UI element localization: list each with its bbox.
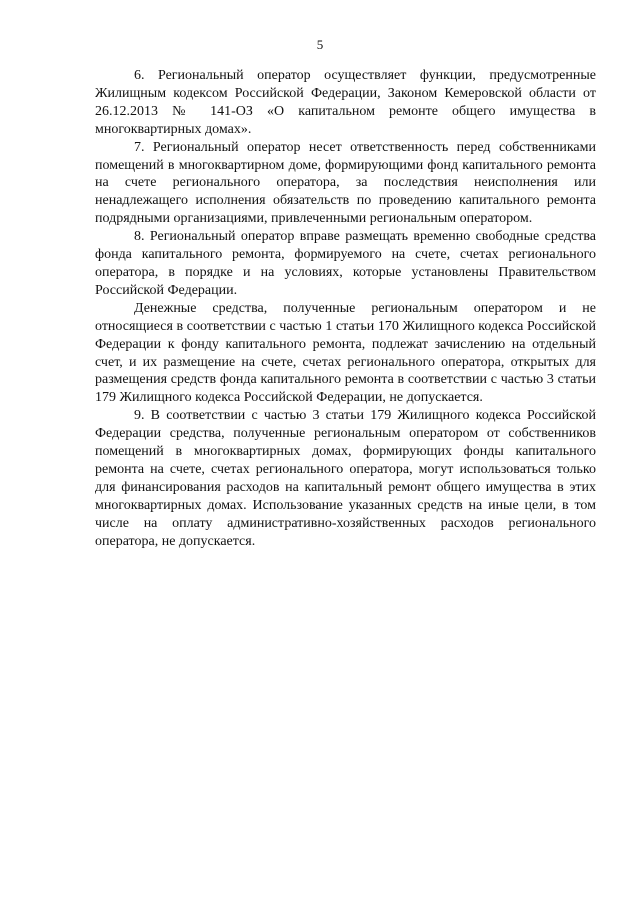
paragraph-9: 9. В соответствии с частью 3 статьи 179 Жилищного кодекса Российской Федерации средства, полученные региональным оператором от собственников помещений в многоквартирных домах, формирующих фонды капитального ремонта на счете, счетах регионального оператора, могут использоваться только для финансирования расходов на капитальный ремонт общего имущества в этих многоквартирных домах. Использование указанных средств на иные цели, в том числе на оплату административно-хозяйственных расходов регионального оператора, не допускается.: [95, 408, 596, 549]
paragraph-7: 7. Региональный оператор несет ответственность перед собственниками помещений в многоквартирном доме, формирующими фонд капитального ремонта на счете регионального оператора, за последствия неисполнения или ненадлежащего исполнения обязательств по проведению капитального ремонта подрядными организациями, привлеченными региональным оператором.: [95, 139, 596, 227]
page-number: 5: [316, 37, 324, 52]
paragraph-8: 8. Региональный оператор вправе размещать временно свободные средства фонда капитального ремонта, формируемого на счете, счетах регионального оператора, в порядке и на условиях, которые установлены Правительством Российской Федерации.: [95, 229, 596, 298]
paragraph-6: 6. Региональный оператор осуществляет функции, предусмотренные Жилищным кодексом Российской Федерации, Законом Кемеровской области от 26.12.2013 № 141-ОЗ «О капитальном ремонте общего имущества в многоквартирных домах».: [95, 68, 596, 137]
paragraph-funds: Денежные средства, полученные региональным оператором и не относящиеся в соответствии с частью 1 статьи 170 Жилищного кодекса Российской Федерации к фонду капитального ремонта, подлежат зачислению на отдельный счет, и их размещение на счете, счетах регионального оператора, открытых для размещения средств фонда капитального ремонта в соответствии с частью 3 статьи 179 Жилищного кодекса Российской Федерации, не допускается.: [95, 300, 596, 406]
document-body: [95, 67, 596, 550]
